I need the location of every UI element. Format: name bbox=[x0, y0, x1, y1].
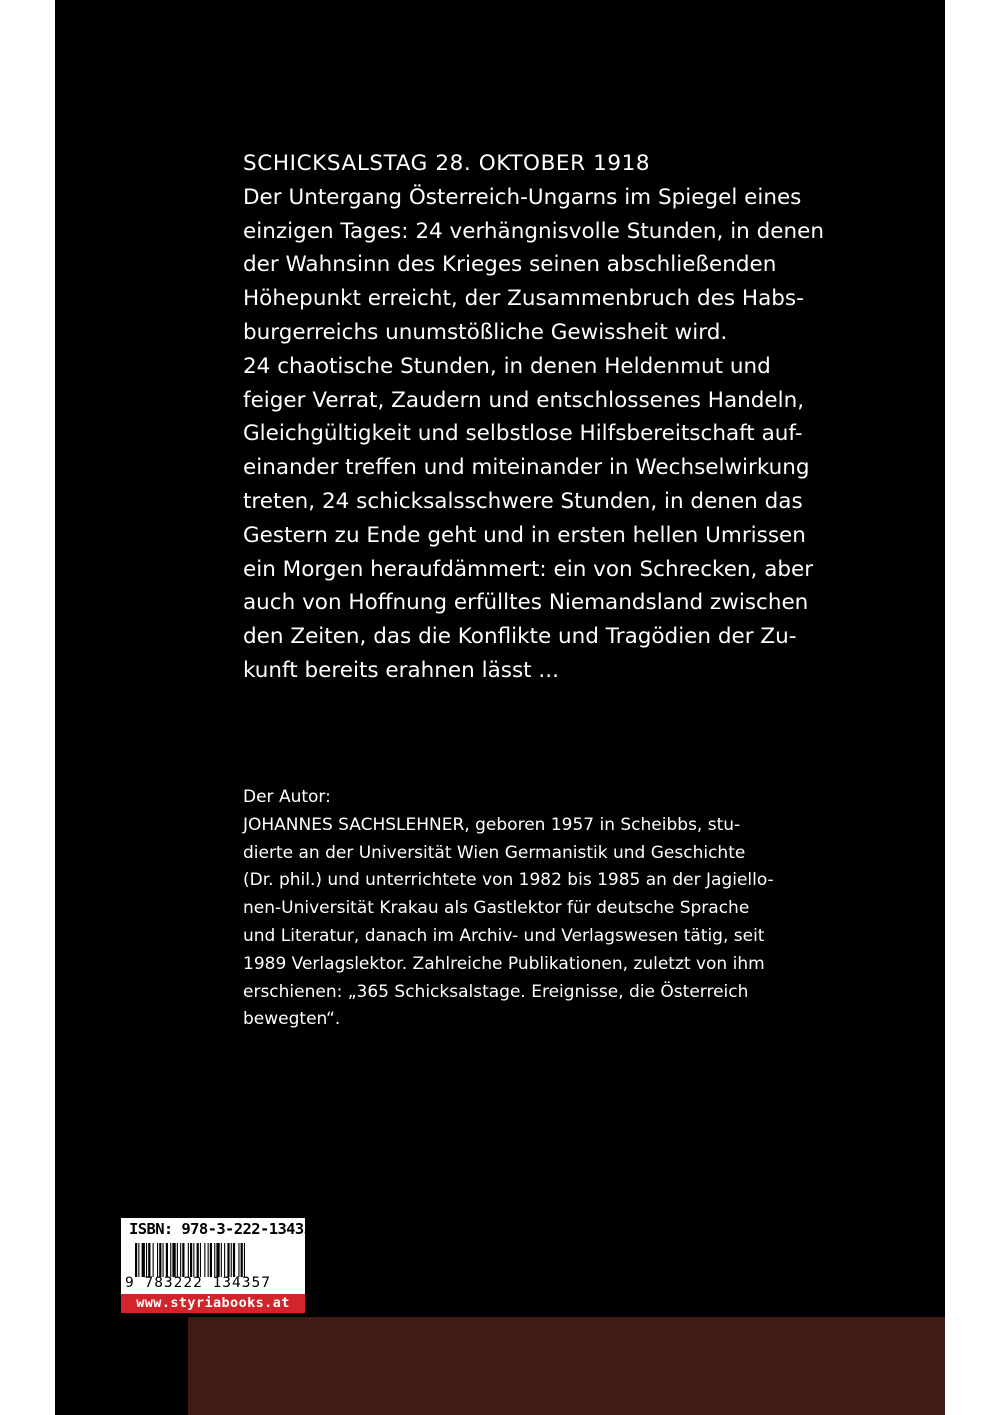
author-heading: Der Autor: bbox=[243, 787, 331, 807]
blurb-text bbox=[243, 147, 824, 688]
bottom-color-strip bbox=[188, 1317, 945, 1415]
blurb-line: Gleichgültigkeit und selbstlose Hilfsbereitschaft auf- bbox=[243, 421, 803, 447]
blurb-line: einzigen Tages: 24 verhängnisvolle Stunden, in denen bbox=[243, 218, 824, 244]
author-line: erschienen: „365 Schicksalstage. Ereignisse, die Österreich bbox=[243, 981, 749, 1002]
back-cover bbox=[55, 0, 945, 1415]
blurb-line: Gestern zu Ende geht und in ersten hellen Umrissen bbox=[243, 522, 806, 548]
blurb-line: den Zeiten, das die Konflikte und Tragödien der Zu- bbox=[243, 624, 797, 650]
author-line: JOHANNES SACHSLEHNER, geboren 1957 in Scheibbs, stu- bbox=[243, 814, 741, 835]
author-line: nen-Universität Krakau als Gastlektor für deutsche Sprache bbox=[243, 898, 750, 919]
blurb-line: 24 chaotische Stunden, in denen Heldenmut und bbox=[243, 353, 771, 379]
blurb-line: ein Morgen heraufdämmert: ein von Schrecken, aber bbox=[243, 556, 814, 582]
barcode-block bbox=[121, 1218, 330, 1313]
barcode-bars bbox=[135, 1243, 293, 1277]
blurb-line: einander treffen und miteinander in Wechselwirkung bbox=[243, 455, 810, 481]
blurb-line: auch von Hoffnung erfülltes Niemandsland zwischen bbox=[243, 590, 809, 616]
author-line: und Literatur, danach im Archiv- und Verlagswesen tätig, seit bbox=[243, 925, 765, 946]
blurb-line: kunft bereits erahnen lässt ... bbox=[243, 657, 559, 683]
isbn-label: ISBN: 978-3-222-13435-7 bbox=[129, 1220, 330, 1238]
author-line: 1989 Verlagslektor. Zahlreiche Publikationen, zuletzt von ihm bbox=[243, 953, 765, 974]
website-link[interactable]: www.styriabooks.at bbox=[121, 1294, 305, 1313]
blurb-line: treten, 24 schicksalsschwere Stunden, in denen das bbox=[243, 488, 803, 514]
author-line: (Dr. phil.) und unterrichtete von 1982 bis 1985 an der Jagiello- bbox=[243, 870, 774, 891]
blurb-line: der Wahnsinn des Krieges seinen abschließenden bbox=[243, 252, 777, 278]
blurb-line: Der Untergang Österreich-Ungarns im Spiegel eines bbox=[243, 184, 802, 210]
author-line: bewegten“. bbox=[243, 1009, 341, 1030]
isbn-digits: 9 783222 134357 bbox=[125, 1275, 271, 1291]
blurb-title: SCHICKSALSTAG 28. OKTOBER 1918 bbox=[243, 151, 651, 176]
author-line: dierte an der Universität Wien Germanistik und Geschichte bbox=[243, 842, 746, 863]
blurb-line: feiger Verrat, Zaudern und entschlossenes Handeln, bbox=[243, 387, 805, 413]
blurb-line: Höhepunkt erreicht, der Zusammenbruch des Habs- bbox=[243, 286, 804, 312]
blurb-line: burgerreichs unumstößliche Gewissheit wird. bbox=[243, 319, 728, 345]
author-bio bbox=[243, 784, 803, 1034]
